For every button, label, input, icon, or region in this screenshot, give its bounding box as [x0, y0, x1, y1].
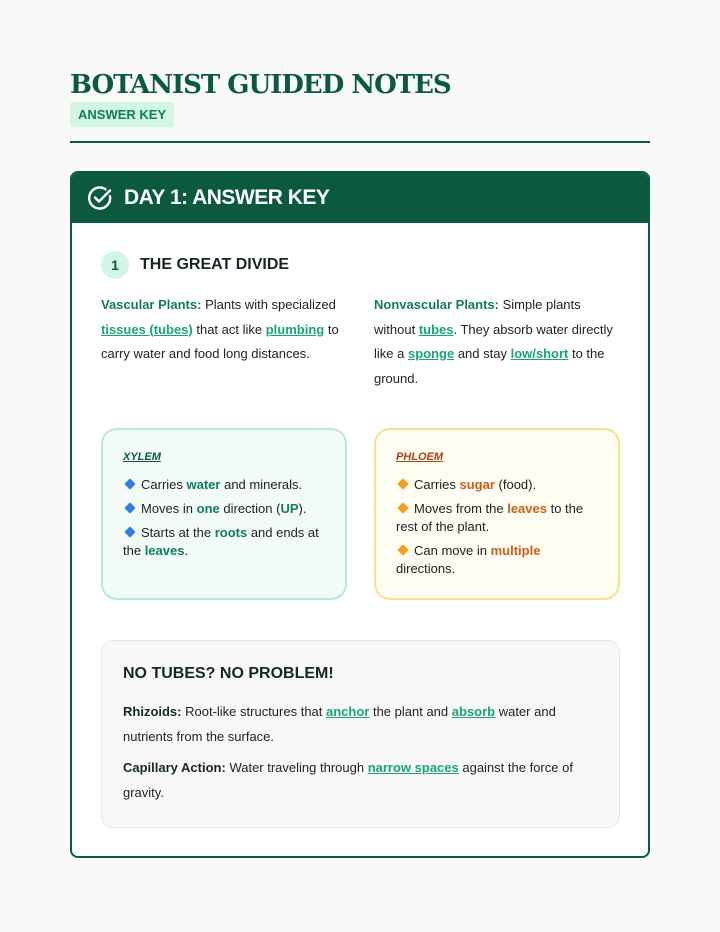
section-number-badge: 1 [101, 251, 129, 279]
answer-tubes: tubes [418, 321, 454, 337]
highlight: water [186, 477, 221, 492]
phloem-box [374, 428, 620, 600]
definition-text: . They absorb water directly like a [374, 321, 613, 361]
check-circle-icon [86, 184, 114, 212]
answer-key-card [70, 171, 650, 858]
highlight: roots [214, 525, 248, 540]
capillary-action-definition [123, 755, 598, 805]
item-text: directions. [396, 561, 456, 576]
highlight: leaves [144, 543, 185, 558]
phloem-list [396, 476, 598, 578]
definition-text: against the force of gravity. [123, 760, 573, 800]
answer-absorb: absorb [451, 704, 496, 719]
list-item [123, 476, 325, 494]
definition-text: and stay [454, 346, 511, 361]
answer-tissues: tissues (tubes) [101, 321, 193, 337]
answer-anchor: anchor [326, 704, 370, 719]
card-title: DAY 1: ANSWER KEY [124, 186, 330, 209]
item-text: and ends at the [123, 525, 319, 558]
capillary-term: Capillary Action: [123, 760, 226, 775]
item-text: (food). [494, 477, 537, 492]
list-item [123, 524, 325, 560]
xylem-title: XYLEM [123, 451, 161, 463]
rhizoids-term: Rhizoids: [123, 704, 182, 719]
orange-diamond-icon [397, 502, 408, 513]
item-text: Moves from the [414, 501, 508, 516]
phloem-title: PHLOEM [396, 451, 444, 463]
xylem-list [123, 476, 325, 560]
definition-text: Water traveling through [225, 760, 368, 775]
item-text: Can move in [414, 543, 491, 558]
definition-text: the plant and [369, 704, 452, 719]
item-text: Starts at the [141, 525, 215, 540]
definition-text: to the ground. [374, 346, 605, 386]
highlight: multiple [490, 543, 541, 558]
list-item [396, 500, 598, 536]
vascular-definition [101, 293, 349, 367]
list-item [123, 500, 325, 518]
list-item [396, 542, 598, 578]
orange-diamond-icon [397, 544, 408, 555]
answer-sponge: sponge [407, 346, 455, 361]
page-title: BOTANIST GUIDED NOTES [70, 70, 451, 100]
blue-diamond-icon [124, 526, 135, 537]
definition-text: to carry water and food long distances. [101, 321, 339, 361]
list-item [396, 476, 598, 494]
definition-text: Plants with specialized [201, 297, 336, 312]
definition-text: Simple plants without [374, 297, 581, 337]
definition-text: Root-like structures that [181, 704, 326, 719]
header-divider [70, 141, 650, 143]
answer-narrow-spaces: narrow spaces [367, 760, 459, 775]
item-text: . [184, 543, 189, 558]
nonvascular-term: Nonvascular Plants: [374, 297, 499, 312]
no-tubes-note [101, 640, 620, 828]
definition-text: that act like [192, 321, 266, 337]
section-title: THE GREAT DIVIDE [140, 256, 290, 273]
nonvascular-definition [374, 293, 622, 391]
item-text: and minerals. [220, 477, 303, 492]
answer-key-badge: ANSWER KEY [70, 102, 174, 127]
card-header [72, 173, 648, 223]
answer-low-short: low/short [510, 346, 569, 361]
note-title: NO TUBES? NO PROBLEM! [123, 665, 334, 682]
xylem-box [101, 428, 347, 600]
item-text: ). [298, 501, 307, 516]
item-text: Moves in [141, 501, 197, 516]
blue-diamond-icon [124, 478, 135, 489]
highlight: UP [280, 501, 299, 516]
item-text: to the rest of the plant. [396, 501, 584, 534]
item-text: direction ( [219, 501, 281, 516]
item-text: Carries [414, 477, 460, 492]
item-text: Carries [141, 477, 187, 492]
blue-diamond-icon [124, 502, 135, 513]
vascular-term: Vascular Plants: [101, 297, 202, 312]
highlight: leaves [507, 501, 547, 516]
definition-text: water and nutrients from the surface. [123, 704, 556, 744]
highlight: one [196, 501, 220, 516]
section-heading [101, 251, 289, 279]
answer-plumbing: plumbing [265, 321, 325, 337]
orange-diamond-icon [397, 478, 408, 489]
highlight: sugar [459, 477, 495, 492]
rhizoids-definition [123, 699, 598, 749]
